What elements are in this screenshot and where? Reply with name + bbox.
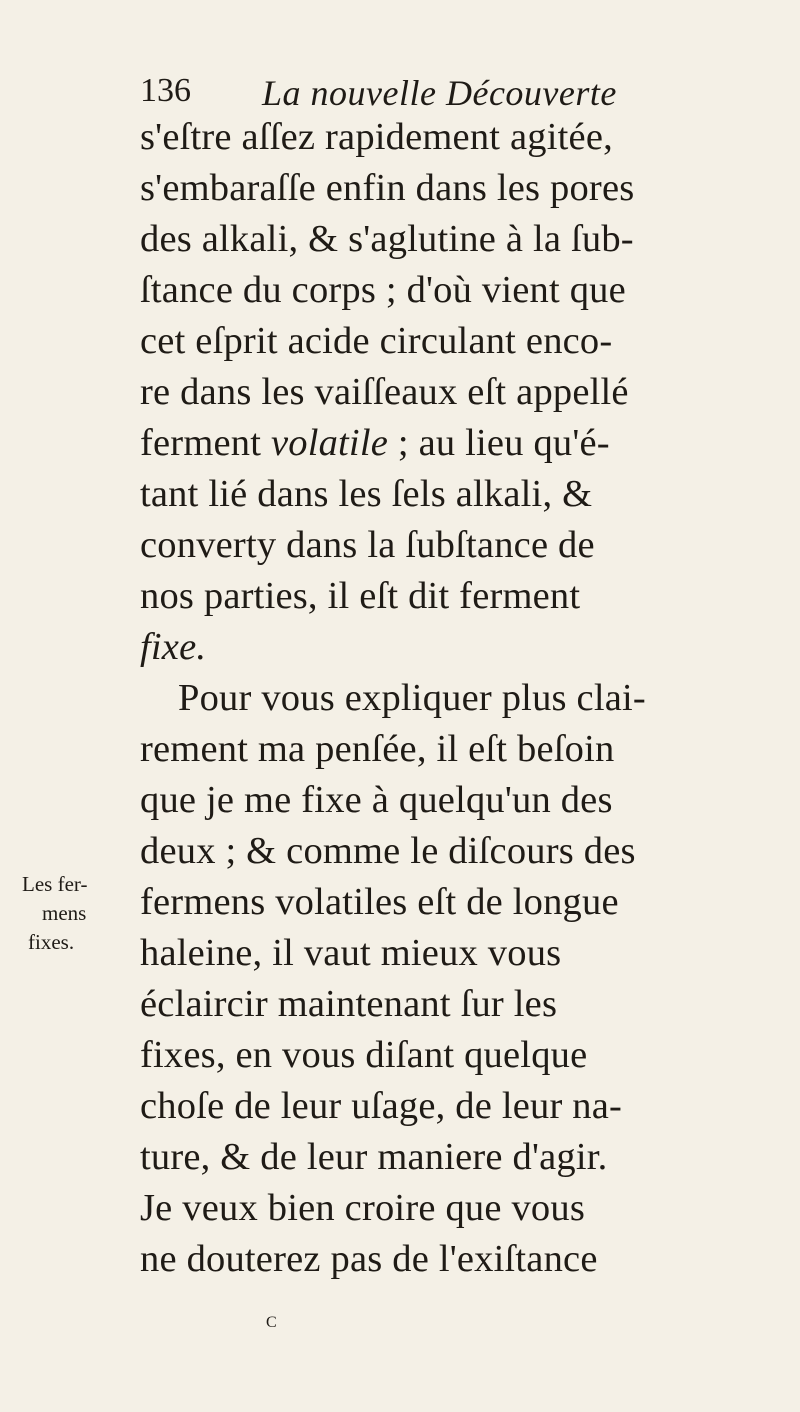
text-line: Je veux bien croire que vous — [140, 1187, 586, 1229]
text-line: que je me fixe à quelqu'un des — [140, 779, 613, 821]
page-number: 136 — [140, 72, 191, 109]
text-segment: ; au lieu qu'é- — [397, 422, 610, 464]
text-line: fermens volatiles eſt de longue — [140, 881, 619, 923]
italic-word: fixe. — [140, 626, 207, 668]
text-segment: ferment — [140, 422, 262, 464]
margin-note-line: mens — [42, 901, 87, 925]
running-head: La nouvelle Découverte — [262, 73, 617, 113]
text-line: s'eſtre aſſez rapidement agitée, — [140, 116, 613, 158]
text-line: fixes, en vous diſant quelque — [140, 1034, 588, 1076]
margin-note-line: fixes. — [28, 930, 75, 954]
text-line: Pour vous expliquer plus clai- — [178, 677, 646, 719]
text-line: re dans les vaiſſeaux eſt appellé — [140, 371, 629, 413]
margin-note-line: Les fer- — [22, 872, 88, 896]
text-line — [140, 622, 770, 673]
text-line: cet eſprit acide circulant enco- — [140, 320, 613, 362]
margin-note — [22, 870, 132, 957]
text-line: des alkali, & s'aglutine à la ſub- — [140, 218, 634, 260]
text-line: ne douterez pas de l'exiſtance — [140, 1238, 598, 1280]
signature-mark: C — [266, 1314, 277, 1331]
body-text — [140, 112, 770, 1285]
text-line: nos parties, il eſt dit ferment — [140, 575, 581, 617]
text-line: s'embaraſſe enfin dans les pores — [140, 167, 635, 209]
text-line: rement ma penſée, il eſt beſoin — [140, 728, 615, 770]
text-line: ture, & de leur maniere d'agir. — [140, 1136, 608, 1178]
text-line: tant lié dans les ſels alkali, & — [140, 473, 593, 515]
text-line: choſe de leur uſage, de leur na- — [140, 1085, 623, 1127]
italic-word: volatile — [270, 422, 389, 464]
text-line: ſtance du corps ; d'où vient que — [140, 269, 626, 311]
text-line: éclaircir maintenant ſur les — [140, 983, 558, 1025]
text-line: converty dans la ſubſtance de — [140, 524, 595, 566]
text-line — [140, 418, 770, 469]
text-line: haleine, il vaut mieux vous — [140, 932, 562, 974]
text-line: deux ; & comme le diſcours des — [140, 830, 636, 872]
